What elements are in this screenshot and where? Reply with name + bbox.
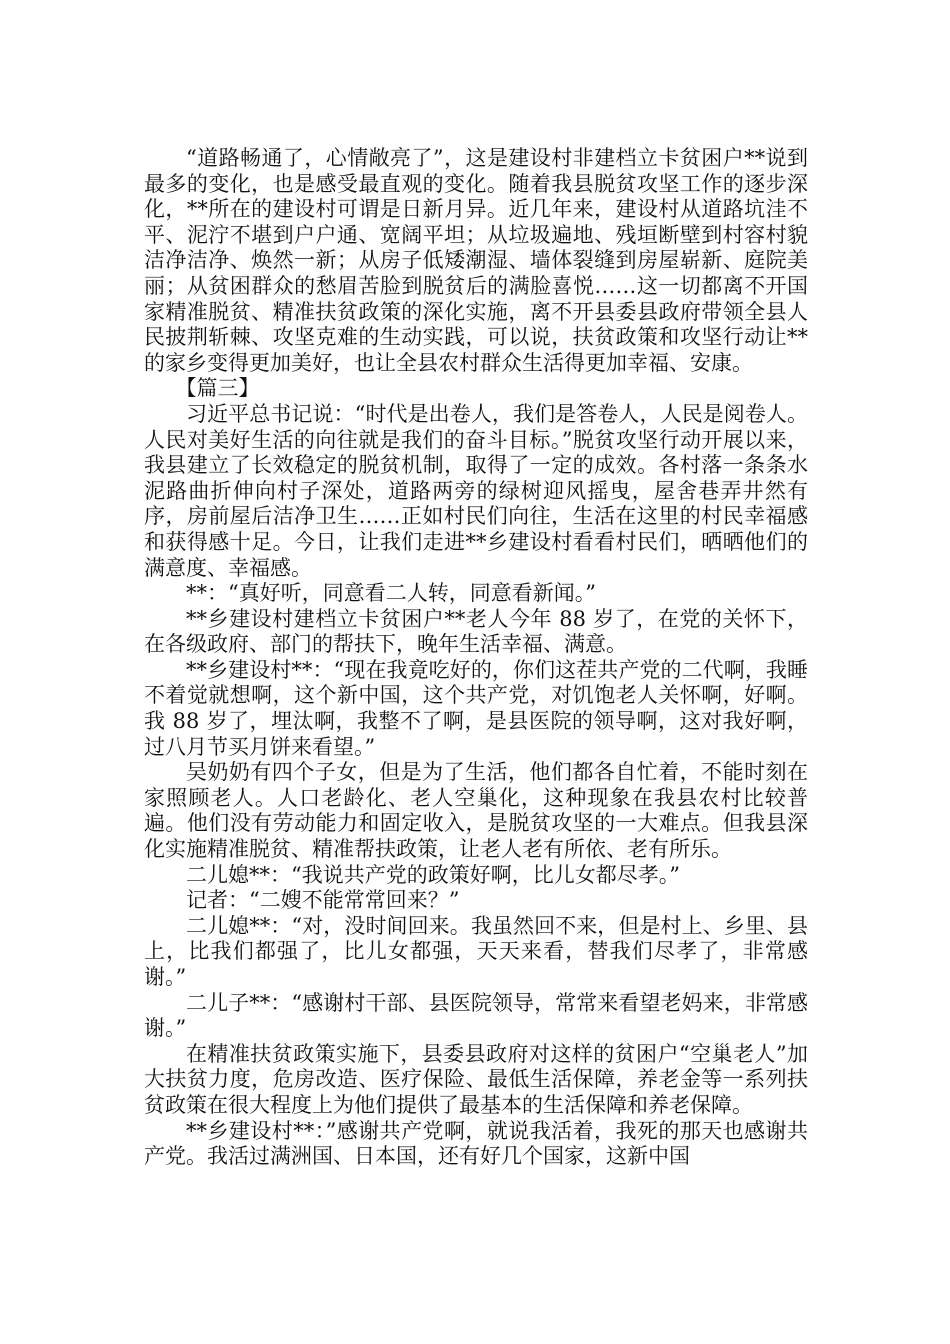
paragraph-dialogue: **：“真好听，同意看二人转，同意看新闻。” [186,581,596,606]
paragraph-narrative: 吴奶奶有四个子女，但是为了生活，他们都各自忙着，不能时刻在家照顾老人。人口老龄化、老人空巢化，这种现象在我县农村比较普遍。他们没有劳动能力和固定收入，是脱贫攻坚的一大难点。但我县深化实施精准脱贫、精准帮扶政策，让老人老有所依、老有所乐。 [144,760,808,862]
paragraph-intro: “道路畅通了，心情敞亮了”，这是建设村非建档立卡贫困户**说到最多的变化，也是感受最直观的变化。随着我县脱贫攻坚工作的逐步深化，**所在的建设村可谓是日新月异。近几年来，建设村从道路坑洼不平、泥泞不堪到户户通、宽阔平坦；从垃圾遍地、残垣断壁到村容村貌洁净洁净、焕然一新；从房子低矮潮湿、墙体裂缝到房屋崭新、庭院美丽；从贫困群众的愁眉苦脸到脱贫后的满脸喜悦……这一切都离不开国家精准脱贫、精准扶贫政策的深化实施，离不开县委县政府带领全县人民披荆斩棘、攻坚克难的生动实践，可以说，扶贫政策和攻坚行动让**的家乡变得更加美好，也让全县农村群众生活得更加幸福、安康。 [144,146,808,375]
paragraph-narrative: 在精准扶贫政策实施下，县委县政府对这样的贫困户“空巢老人”加大扶贫力度，危房改造、医疗保险、最低生活保障，养老金等一系列扶贫政策在很大程度上为他们提供了最基本的生活保障和养老保障。 [144,1041,808,1117]
paragraph-dialogue: 二儿子**：“感谢村干部、县医院领导，常常来看望老妈来，非常感谢。” [144,990,808,1041]
paragraph-dialogue: 记者：“二嫂不能常常回来？” [186,888,460,913]
section-heading: 【篇三】 [175,376,260,401]
paragraph-dialogue: 二儿媳**：“对，没时间回来。我虽然回不来，但是村上、乡里、县上，比我们都强了，比儿女都强，天天来看，替我们尽孝了，非常感谢。” [144,913,808,989]
paragraph-dialogue: **乡建设村**：“现在我竟吃好的，你们这茬共产党的二代啊，我睡不着觉就想啊，这个新中国，这个共产党，对饥饱老人关怀啊，好啊。我 88 岁了，埋汰啊，我整不了啊，是县医院的领导啊，这对我好啊，过八月节买月饼来看望。” [144,657,808,759]
paragraph-dialogue: **乡建设村**：”感谢共产党啊，就说我活着，我死的那天也感谢共产党。我活过满洲国、日本国，还有好几个国家，这新中国 [144,1118,808,1169]
paragraph-quote-xi: 习近平总书记说：“时代是出卷人，我们是答卷人，人民是阅卷人。人民对美好生活的向往就是我们的奋斗目标。”脱贫攻坚行动开展以来，我县建立了长效稳定的脱贫机制，取得了一定的成效。各村落一条条水泥路曲折伸向村子深处，道路两旁的绿树迎风摇曳，屋舍巷弄井然有序，房前屋后洁净卫生……正如村民们向往，生活在这里的村民幸福感和获得感十足。今日，让我们走进**乡建设村看看村民们，晒晒他们的满意度、幸福感。 [144,401,808,580]
paragraph-dialogue: 二儿媳**：“我说共产党的政策好啊，比儿女都尽孝。” [186,862,680,887]
paragraph-elder-intro: **乡建设村建档立卡贫困户**老人今年 88 岁了，在党的关怀下，在各级政府、部门的帮扶下，晚年生活幸福、满意。 [144,606,808,657]
document-body [144,146,808,1170]
